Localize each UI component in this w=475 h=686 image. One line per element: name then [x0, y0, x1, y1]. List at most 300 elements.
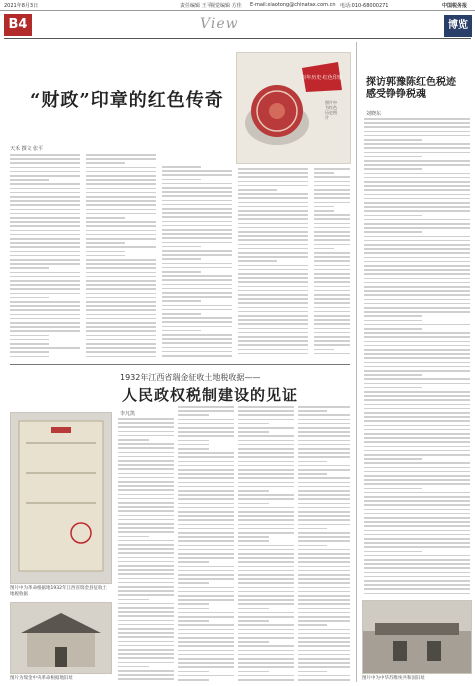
text-line	[364, 202, 470, 204]
text-line	[238, 473, 294, 475]
text-line	[10, 162, 80, 164]
text-line	[314, 223, 350, 225]
text-line	[238, 461, 294, 463]
text-line	[118, 573, 174, 575]
article2-byline: 李凡凯	[120, 411, 136, 417]
text-line	[178, 578, 234, 580]
text-line	[162, 321, 232, 323]
text-line	[364, 168, 422, 170]
text-line	[364, 189, 470, 191]
text-line	[238, 340, 308, 342]
text-line	[162, 351, 232, 353]
badge-text: 百年历史·红色印象	[301, 75, 343, 81]
text-line	[364, 521, 470, 523]
text-line	[238, 574, 294, 576]
text-line	[86, 158, 156, 160]
text-line	[118, 443, 174, 445]
text-line	[238, 540, 269, 542]
text-line	[118, 578, 174, 580]
text-line	[298, 435, 350, 437]
receipt-icon	[11, 413, 111, 583]
text-line	[162, 187, 232, 189]
text-line	[298, 637, 350, 639]
text-line	[118, 494, 174, 496]
text-line	[298, 448, 350, 450]
text-line	[238, 349, 308, 351]
text-line	[364, 278, 470, 280]
text-line	[298, 431, 350, 433]
text-line	[238, 536, 269, 538]
text-line	[162, 317, 232, 319]
text-line	[118, 557, 174, 559]
text-line	[364, 160, 470, 162]
text-line	[238, 553, 294, 555]
text-line	[364, 223, 470, 225]
text-line	[314, 218, 350, 220]
text-line	[364, 303, 470, 305]
text-line	[364, 534, 470, 536]
text-line	[178, 524, 234, 526]
text-line	[10, 251, 80, 253]
text-line	[364, 458, 422, 460]
text-line	[364, 273, 470, 275]
text-line	[178, 662, 234, 664]
text-line	[178, 528, 234, 530]
text-line	[86, 225, 156, 227]
text-line	[238, 189, 277, 191]
text-line	[10, 267, 49, 269]
text-line	[118, 548, 174, 550]
text-line	[86, 230, 156, 232]
text-line	[162, 288, 232, 290]
text-line	[298, 536, 350, 538]
text-line	[178, 486, 234, 488]
text-line	[10, 288, 80, 290]
text-line	[364, 198, 470, 200]
text-line	[238, 168, 308, 170]
text-line	[238, 490, 269, 492]
text-line	[238, 633, 294, 635]
text-line	[238, 566, 294, 568]
text-line	[298, 587, 350, 589]
text-line	[364, 467, 470, 469]
text-line	[162, 229, 232, 231]
text-line	[314, 302, 350, 304]
text-line	[118, 666, 149, 668]
text-line	[162, 271, 201, 273]
text-line	[162, 204, 232, 206]
text-line	[162, 267, 232, 269]
text-line	[298, 591, 350, 593]
text-line	[118, 485, 174, 487]
text-line	[364, 177, 470, 179]
page-tag: B4	[4, 14, 32, 36]
text-line	[86, 356, 156, 358]
text-line	[238, 315, 308, 317]
text-line	[178, 679, 209, 681]
text-line	[178, 553, 234, 555]
text-line	[314, 307, 350, 309]
text-line	[314, 197, 350, 199]
text-line	[298, 566, 350, 568]
text-line	[178, 461, 234, 463]
text-line	[298, 519, 350, 521]
text-line	[86, 326, 156, 328]
text-line	[86, 255, 125, 257]
text-line	[118, 586, 174, 588]
text-line	[238, 265, 308, 267]
text-line	[238, 591, 294, 593]
text-line	[118, 678, 174, 680]
text-line	[178, 591, 234, 593]
text-line	[298, 658, 350, 660]
text-line	[364, 362, 470, 364]
text-line	[162, 250, 232, 252]
text-line	[86, 179, 156, 181]
text-line	[364, 349, 470, 351]
text-line	[118, 590, 174, 592]
text-line	[178, 620, 209, 622]
text-line	[118, 510, 174, 512]
text-line	[178, 595, 234, 597]
text-line	[118, 603, 174, 605]
text-line	[118, 649, 174, 651]
text-line	[298, 561, 350, 563]
text-line	[364, 408, 470, 410]
text-line	[178, 473, 234, 475]
text-line	[118, 426, 174, 428]
text-line	[10, 330, 80, 332]
text-line	[314, 256, 350, 258]
text-line	[178, 431, 234, 433]
text-line	[162, 292, 232, 294]
text-line	[364, 366, 470, 368]
text-line	[238, 323, 308, 325]
text-line	[118, 544, 174, 546]
text-line	[364, 441, 470, 443]
text-line	[238, 532, 294, 534]
text-line	[118, 628, 174, 630]
text-line	[178, 515, 234, 517]
text-line	[364, 206, 470, 208]
text-line	[364, 420, 470, 422]
text-line	[178, 444, 209, 446]
text-line	[118, 615, 174, 617]
text-line	[298, 469, 350, 471]
text-line	[238, 452, 294, 454]
text-line	[238, 519, 294, 521]
text-line	[364, 572, 470, 574]
text-line	[86, 301, 156, 303]
text-line	[118, 439, 149, 441]
text-line	[178, 532, 234, 534]
text-line	[364, 265, 470, 267]
text-line	[298, 440, 350, 442]
text-line	[364, 131, 470, 133]
text-line	[178, 650, 234, 652]
text-line	[162, 195, 232, 197]
text-line	[118, 594, 174, 596]
text-line	[86, 322, 156, 324]
text-line	[118, 506, 174, 508]
text-line	[364, 215, 422, 217]
text-line	[162, 254, 232, 256]
text-line	[314, 239, 350, 241]
text-line	[238, 503, 269, 505]
text-line	[298, 654, 350, 656]
text-line	[10, 183, 80, 185]
text-line	[238, 269, 308, 271]
text-line	[178, 561, 209, 563]
text-line	[298, 507, 350, 509]
text-line	[364, 483, 470, 485]
text-line	[178, 608, 209, 610]
text-line	[178, 616, 234, 618]
text-line	[178, 570, 234, 572]
text-line	[364, 429, 470, 431]
text-line	[298, 473, 327, 475]
text-line	[162, 166, 201, 168]
text-line	[118, 456, 174, 458]
text-line	[178, 494, 234, 496]
text-line	[118, 477, 174, 479]
text-line	[10, 293, 80, 295]
text-line	[364, 378, 470, 380]
text-line	[162, 309, 232, 311]
text-line	[118, 670, 174, 672]
text-line	[364, 446, 470, 448]
text-line	[118, 523, 174, 525]
text-line	[238, 206, 308, 208]
text-line	[298, 540, 350, 542]
text-line	[298, 603, 350, 605]
text-line	[314, 323, 350, 325]
text-line	[118, 607, 174, 609]
text-line	[178, 603, 209, 605]
text-line	[86, 234, 156, 236]
text-line	[298, 570, 350, 572]
text-line	[364, 257, 470, 259]
text-line	[238, 465, 294, 467]
text-line	[86, 259, 156, 261]
text-line	[118, 636, 174, 638]
text-line	[86, 276, 156, 278]
text-line	[10, 276, 80, 278]
text-line	[298, 456, 350, 458]
text-line	[118, 662, 174, 664]
text-line	[10, 339, 49, 341]
text-line	[314, 202, 350, 204]
text-line	[364, 517, 470, 519]
text-line	[298, 574, 350, 576]
text-line	[118, 447, 174, 449]
text-line	[10, 263, 80, 265]
text-line	[298, 490, 350, 492]
article1-byline: 天禾 撰文 张平	[10, 146, 44, 152]
text-line	[86, 246, 156, 248]
text-line	[162, 263, 232, 265]
text-line	[298, 578, 350, 580]
article3-photo	[362, 600, 472, 674]
text-line	[364, 248, 470, 250]
text-line	[86, 263, 156, 265]
text-line	[364, 315, 422, 317]
text-line	[364, 462, 470, 464]
text-line	[364, 525, 470, 527]
text-line	[298, 553, 350, 555]
text-line	[238, 620, 269, 622]
text-line	[118, 431, 174, 433]
text-line	[298, 662, 350, 664]
text-line	[118, 418, 174, 420]
text-line	[364, 425, 470, 427]
text-line	[314, 235, 350, 237]
text-line	[314, 206, 334, 208]
text-line	[238, 427, 294, 429]
text-line	[238, 286, 308, 288]
text-line	[238, 328, 308, 330]
text-line	[238, 637, 294, 639]
text-line	[314, 319, 350, 321]
text-line	[298, 465, 350, 467]
text-line	[178, 503, 234, 505]
text-line	[298, 633, 350, 635]
text-line	[86, 213, 156, 215]
text-line	[162, 338, 232, 340]
text-line	[364, 126, 470, 128]
text-line	[178, 456, 234, 458]
article3-byline: 刘晓东	[366, 111, 382, 117]
text-line	[298, 671, 327, 673]
text-line	[86, 217, 125, 219]
text-line	[118, 489, 174, 491]
header-paper-name: 中国税务报	[442, 3, 468, 9]
text-line	[86, 297, 156, 299]
page-header	[0, 0, 475, 11]
text-line	[364, 538, 470, 540]
text-line	[314, 290, 350, 292]
text-line	[364, 194, 470, 196]
text-line	[364, 269, 470, 271]
text-line	[86, 339, 156, 341]
text-line	[10, 246, 80, 248]
text-line	[314, 231, 350, 233]
text-line	[238, 406, 294, 408]
text-line	[118, 468, 174, 470]
text-line	[238, 353, 308, 355]
text-line	[10, 326, 80, 328]
text-line	[364, 332, 470, 334]
text-line	[364, 143, 470, 145]
text-line	[364, 336, 470, 338]
text-line	[10, 225, 80, 227]
text-line	[10, 209, 80, 211]
text-line	[364, 513, 470, 515]
text-line	[10, 356, 49, 358]
text-line	[10, 272, 80, 274]
text-line	[298, 486, 350, 488]
text-line	[238, 608, 269, 610]
text-line	[314, 340, 350, 342]
text-line	[118, 552, 174, 554]
text-line	[238, 515, 294, 517]
text-line	[118, 527, 174, 529]
text-line	[238, 570, 294, 572]
text-line	[86, 335, 156, 337]
red-badge-icon	[300, 60, 344, 94]
text-line	[298, 666, 350, 668]
text-line	[10, 301, 80, 303]
text-line	[162, 170, 232, 172]
text-line	[178, 440, 209, 442]
article3-title-line1: 探访郭豫陈红色税迹	[366, 77, 456, 88]
header-rule	[4, 38, 471, 39]
text-line	[86, 188, 156, 190]
text-line	[86, 318, 156, 320]
text-line	[118, 422, 174, 424]
text-line	[314, 311, 350, 313]
text-line	[314, 349, 334, 351]
text-line	[298, 650, 350, 652]
text-line	[178, 641, 234, 643]
text-line	[118, 536, 149, 538]
text-line	[314, 185, 350, 187]
text-line	[178, 410, 234, 412]
text-line	[238, 290, 308, 292]
text-line	[118, 498, 174, 500]
receipt-caption: 图片中为革命根据地1932年江西省瑞金县征收土地税收据	[10, 586, 107, 597]
text-line	[238, 595, 294, 597]
text-line	[178, 511, 234, 513]
text-line	[364, 567, 470, 569]
text-line	[364, 404, 470, 406]
text-line	[178, 452, 234, 454]
text-line	[178, 490, 234, 492]
text-line	[238, 218, 308, 220]
text-line	[364, 341, 470, 343]
text-line	[238, 599, 294, 601]
text-line	[314, 252, 350, 254]
text-line	[118, 599, 149, 601]
text-line	[238, 603, 294, 605]
text-line	[364, 588, 470, 590]
text-line	[364, 563, 470, 565]
text-line	[314, 168, 350, 170]
text-line	[364, 328, 422, 330]
text-line	[118, 611, 174, 613]
text-line	[298, 675, 350, 677]
text-line	[364, 542, 470, 544]
text-line	[10, 171, 80, 173]
text-line	[162, 342, 232, 344]
text-line	[238, 197, 308, 199]
text-line	[238, 319, 308, 321]
text-line	[364, 122, 470, 124]
text-line	[364, 210, 470, 212]
text-line	[118, 464, 174, 466]
text-line	[178, 654, 234, 656]
text-line	[10, 322, 80, 324]
text-line	[238, 545, 294, 547]
header-phone: 电话:010-68000271	[340, 3, 389, 9]
text-line	[238, 231, 308, 233]
text-line	[364, 164, 470, 166]
text-line	[238, 256, 308, 258]
tax-receipt-photo	[10, 412, 112, 584]
text-line	[364, 559, 470, 561]
text-line	[364, 236, 470, 238]
text-line	[298, 452, 350, 454]
